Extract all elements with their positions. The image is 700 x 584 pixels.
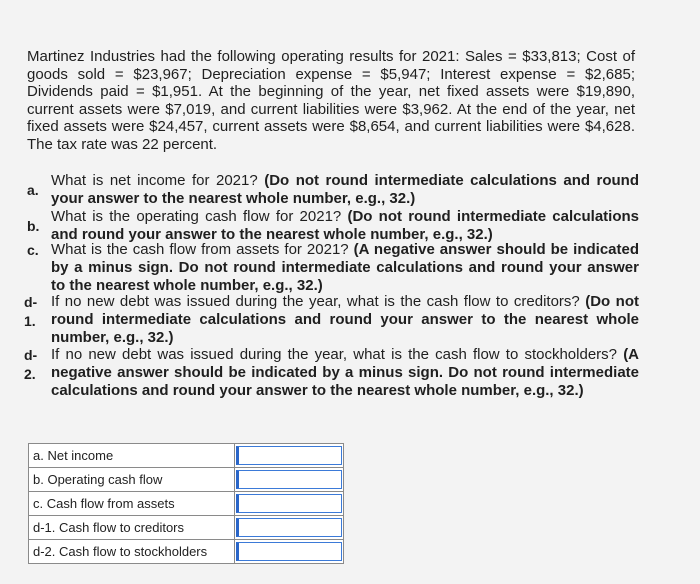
table-row: [29, 444, 344, 468]
cash-flow-to-creditors-input[interactable]: [236, 518, 342, 537]
table-row: [29, 468, 344, 492]
question-letter: b.: [27, 218, 40, 234]
question-instruction: (Do not round intermediate calculations and round your answer to the nearest whole number, e.g., 32.): [51, 172, 639, 207]
question-text: [51, 241, 639, 295]
question-prompt: What is net income for 2021?: [51, 172, 258, 189]
question-prompt: If no new debt was issued during the year, what is the cash flow to stockholders?: [51, 346, 618, 363]
answer-cell: [235, 540, 344, 564]
answer-cell: [235, 468, 344, 492]
answer-cell: [235, 492, 344, 516]
question-instruction: (A negative answer should be indicated by a minus sign. Do not round intermediate calculations and round your answer to the nearest whole number, e.g., 32.): [51, 346, 640, 399]
problem-intro: Martinez Industries had the following operating results for 2021: Sales = $33,813; Cost of goods sold = $23,967; Depreciation expense = $5,947; Interest expense = $2,685; Dividends paid = $1,951. At the beginning of the year, net fixed assets were $19,890, current assets were $7,019, and current liabilities were $3,962. At the end of the year, net fixed assets were $24,457, current assets were $8,654, and current liabilities were $4,628. The tax rate was 22 percent.: [27, 48, 635, 153]
question-letter: c.: [27, 242, 39, 258]
question-text: [51, 172, 639, 208]
question-text: [51, 208, 639, 244]
answer-cell: [235, 444, 344, 468]
answer-label-cash-flow-from-assets: c. Cash flow from assets: [29, 492, 235, 516]
answer-label-cash-flow-to-creditors: d-1. Cash flow to creditors: [29, 516, 235, 540]
question-instruction: (Do not round intermediate calculations and round your answer to the nearest whole number, e.g., 32.): [51, 293, 640, 346]
question-text: [51, 293, 639, 347]
table-row: [29, 540, 344, 564]
question-prompt: What is the operating cash flow for 2021?: [51, 208, 342, 225]
question-instruction: (A negative answer should be indicated by a minus sign. Do not round intermediate calculations and round your answer to the nearest whole number, e.g., 32.): [51, 241, 639, 294]
question-letter: a.: [27, 182, 39, 198]
answer-label-cash-flow-to-stockholders: d-2. Cash flow to stockholders: [29, 540, 235, 564]
operating-cash-flow-input[interactable]: [236, 470, 342, 489]
question-text: [51, 346, 639, 400]
answer-label-operating-cash-flow: b. Operating cash flow: [29, 468, 235, 492]
question-letter: d- 1.: [24, 294, 38, 329]
answer-label-net-income: a. Net income: [29, 444, 235, 468]
question-instruction: (Do not round intermediate calculations and round your answer to the nearest whole number, e.g., 32.): [51, 208, 639, 243]
cash-flow-from-assets-input[interactable]: [236, 494, 342, 513]
table-row: [29, 516, 344, 540]
net-income-input[interactable]: [236, 446, 342, 465]
table-row: [29, 492, 344, 516]
answer-cell: [235, 516, 344, 540]
question-letter: d- 2.: [24, 347, 38, 382]
answer-table: [28, 443, 344, 564]
question-prompt: If no new debt was issued during the year, what is the cash flow to creditors?: [51, 293, 580, 310]
cash-flow-to-stockholders-input[interactable]: [236, 542, 342, 561]
question-prompt: What is the cash flow from assets for 2021?: [51, 241, 349, 258]
